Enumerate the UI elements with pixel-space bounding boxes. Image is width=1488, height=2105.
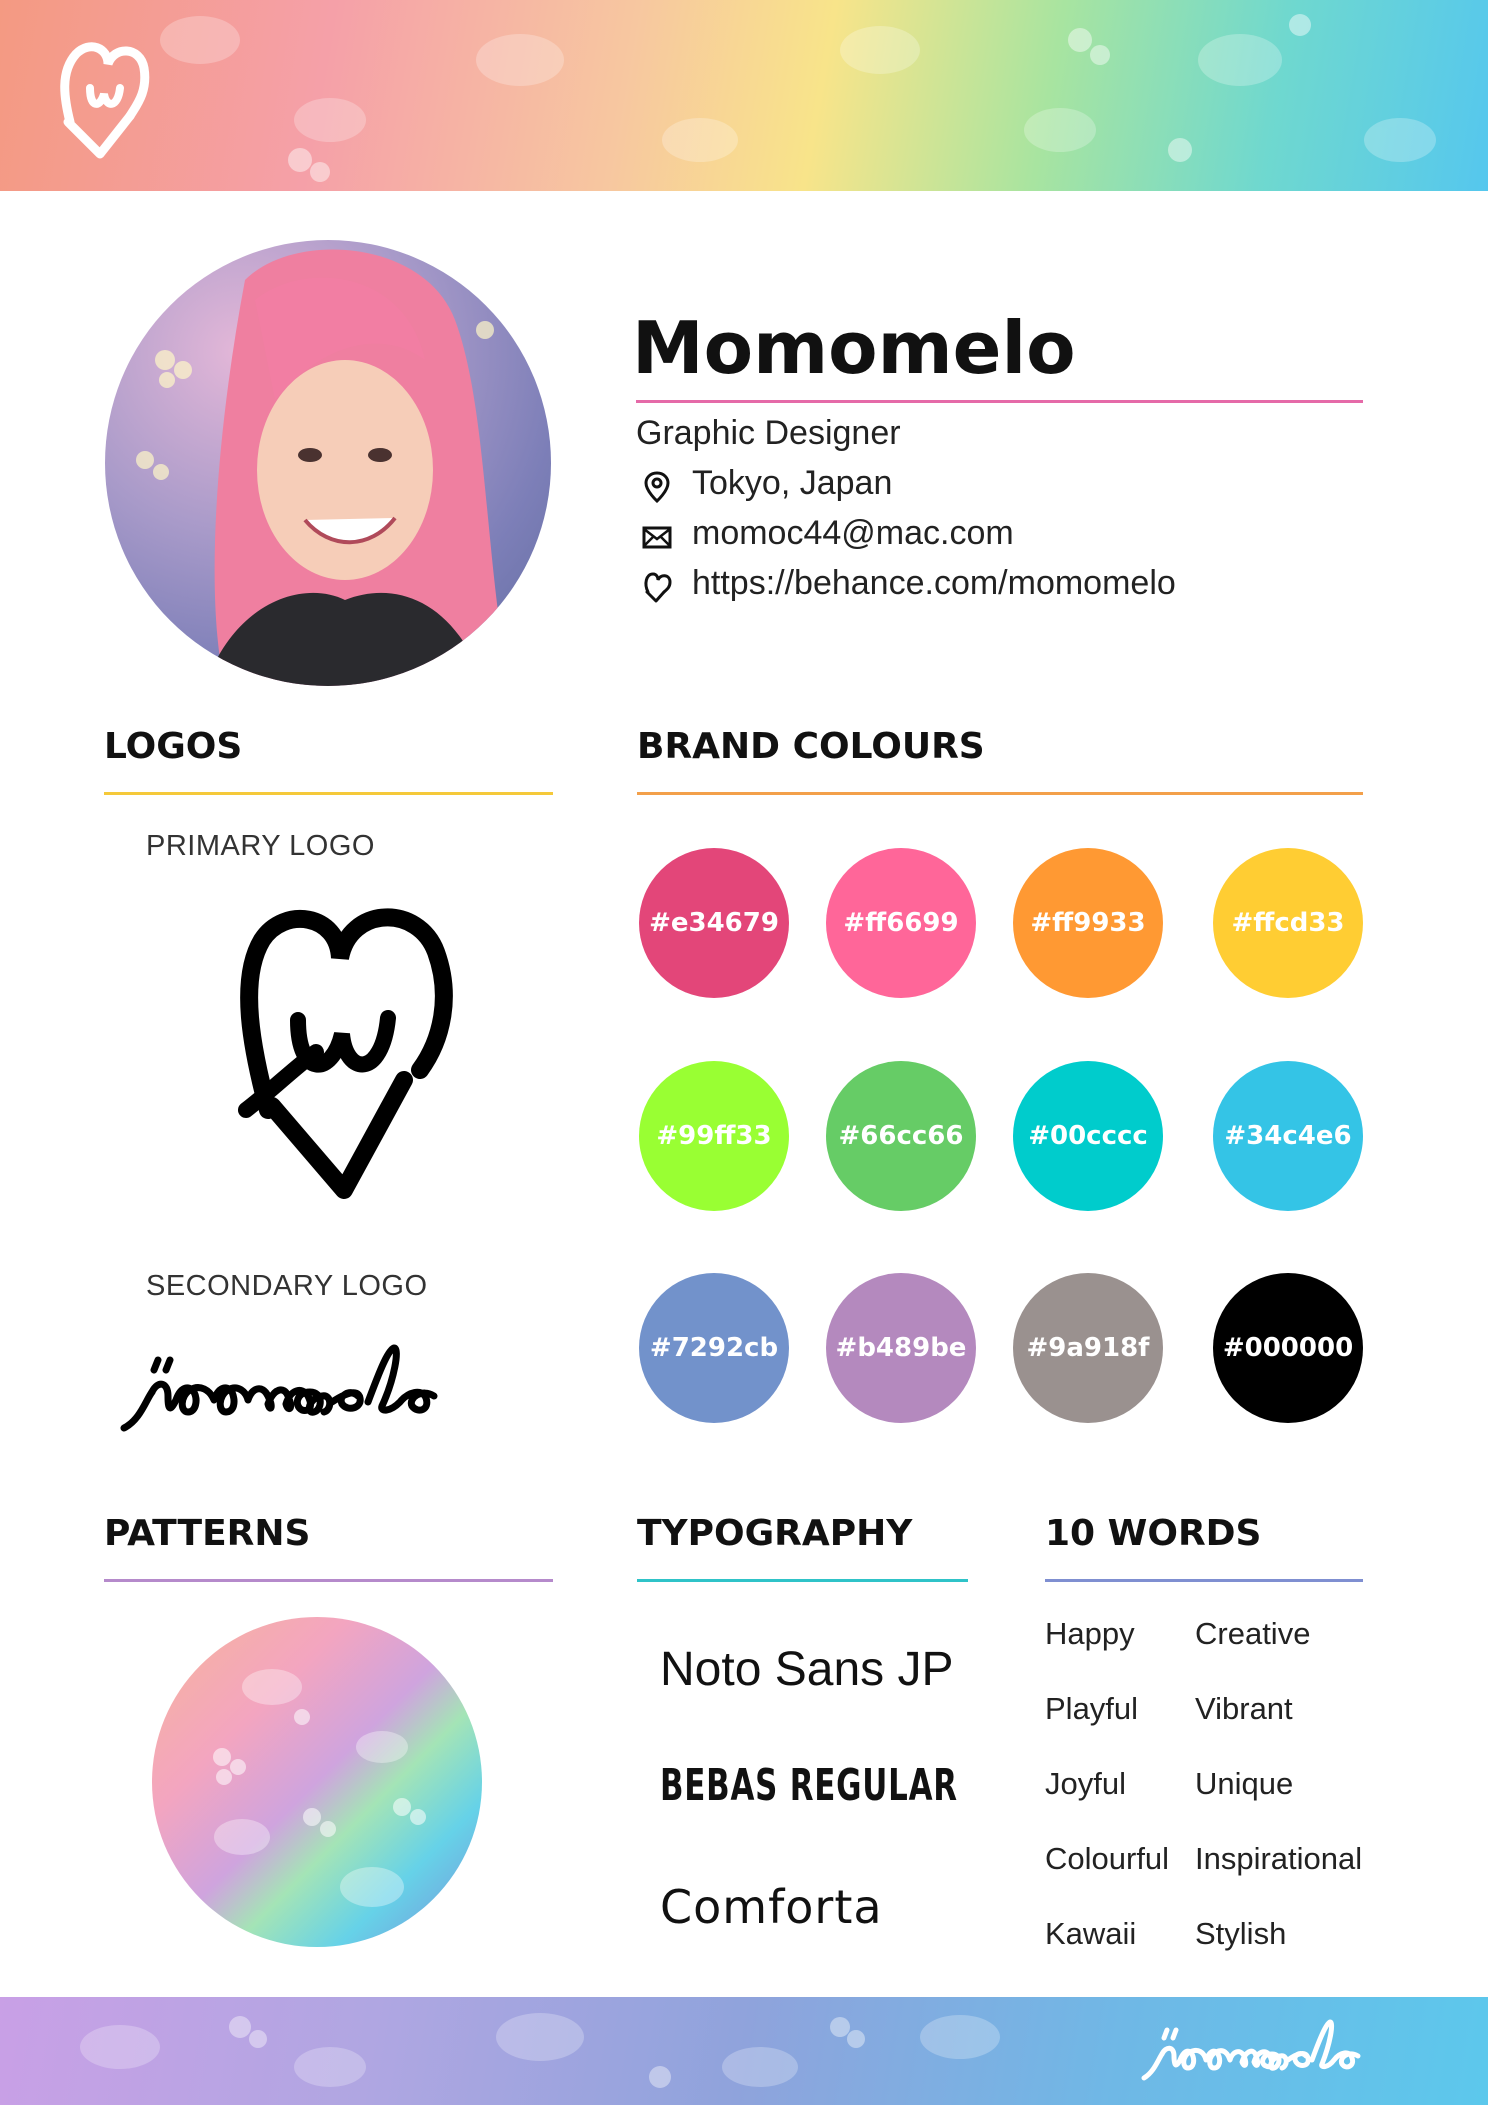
colour-swatch: #ff6699	[826, 848, 976, 998]
word-item: Playful	[1045, 1691, 1139, 1726]
colour-swatch: #00cccc	[1013, 1061, 1163, 1211]
location-pin-icon	[640, 470, 674, 504]
word-item: Unique	[1195, 1766, 1294, 1801]
profile-name: Momomelo	[632, 306, 1076, 390]
patterns-title: PATTERNS	[104, 1513, 311, 1554]
colour-swatch: #ff9933	[1013, 848, 1163, 998]
primary-logo-icon	[232, 900, 464, 1206]
font-sample-noto-sans: Noto Sans JP	[660, 1643, 954, 1696]
portrait-illustration	[105, 240, 551, 686]
profile-email[interactable]: momoc44@mac.com	[692, 514, 1014, 552]
colour-swatch: #b489be	[826, 1273, 976, 1423]
name-rule	[636, 400, 1363, 403]
brand-colours-title: BRAND COLOURS	[637, 726, 985, 767]
font-sample-bebas: BEBAS REGULAR	[660, 1760, 958, 1811]
ten-words-rule	[1045, 1579, 1363, 1582]
heart-logo-icon	[640, 570, 674, 604]
footer-wordmark-logo	[1140, 2016, 1430, 2086]
colour-swatch: #000000	[1213, 1273, 1363, 1423]
colour-swatch: #e34679	[639, 848, 789, 998]
colour-swatch: #7292cb	[639, 1273, 789, 1423]
colour-swatch: #34c4e6	[1213, 1061, 1363, 1211]
secondary-logo-wordmark	[118, 1340, 556, 1436]
logos-rule	[104, 792, 553, 795]
profile-location: Tokyo, Japan	[692, 464, 893, 502]
colour-swatch: #66cc66	[826, 1061, 976, 1211]
top-banner	[0, 0, 1488, 191]
pattern-sample	[152, 1617, 482, 1947]
colour-swatch: #99ff33	[639, 1061, 789, 1211]
word-item: Stylish	[1195, 1916, 1287, 1951]
word-item: Colourful	[1045, 1841, 1170, 1876]
profile-role: Graphic Designer	[636, 414, 901, 452]
logos-title: LOGOS	[104, 726, 243, 767]
patterns-rule	[104, 1579, 553, 1582]
profile-website[interactable]: https://behance.com/momomelo	[692, 564, 1176, 602]
typography-rule	[637, 1579, 968, 1582]
primary-logo-label: PRIMARY LOGO	[146, 830, 375, 862]
ten-words-title: 10 WORDS	[1045, 1513, 1262, 1554]
word-item: Joyful	[1045, 1766, 1126, 1801]
profile-photo	[105, 240, 551, 686]
brand-colours-rule	[637, 792, 1363, 795]
header-heart-logo-icon	[56, 38, 152, 162]
colour-swatch: #ffcd33	[1213, 848, 1363, 998]
font-sample-comforta: Comforta	[660, 1880, 883, 1934]
envelope-icon	[640, 520, 674, 554]
floral-pattern	[0, 0, 1488, 191]
secondary-logo-label: SECONDARY LOGO	[146, 1270, 428, 1302]
floral-pattern-swatch	[152, 1617, 482, 1947]
word-item: Kawaii	[1045, 1916, 1137, 1951]
word-item: Happy	[1045, 1616, 1135, 1651]
word-item: Inspirational	[1195, 1841, 1363, 1876]
typography-title: TYPOGRAPHY	[637, 1513, 913, 1554]
word-item: Creative	[1195, 1616, 1311, 1651]
colour-swatch: #9a918f	[1013, 1273, 1163, 1423]
word-item: Vibrant	[1195, 1691, 1293, 1726]
